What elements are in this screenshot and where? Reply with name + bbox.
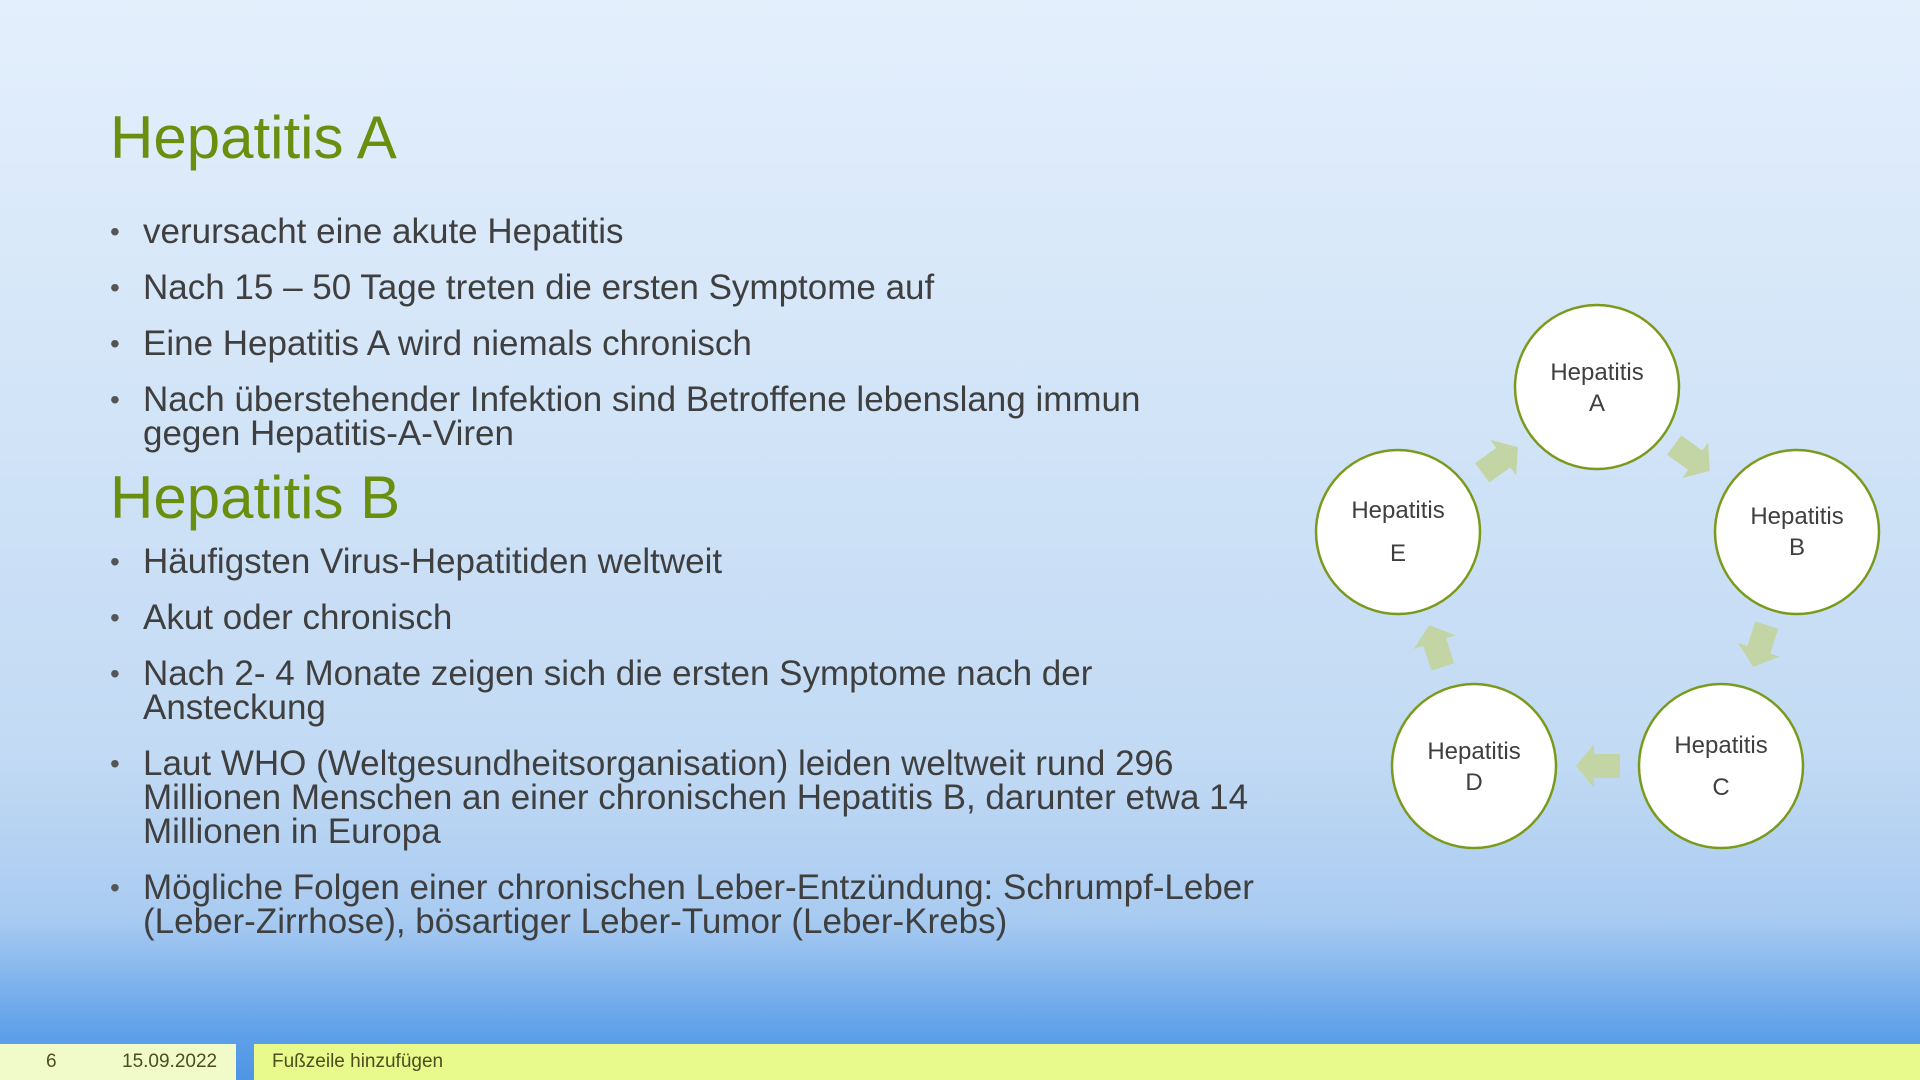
section-title-hepatitis-a: Hepatitis A [110,104,397,171]
node-hepatitis-e [1316,450,1480,614]
bullet-item: • Nach 15 – 50 Tage treten die ersten Symptome auf [110,271,1280,305]
node-label: B [1788,534,1806,561]
section-title-hepatitis-b: Hepatitis B [110,464,401,531]
arrow-icon [1661,427,1722,488]
bullet-item: • Akut oder chronisch [110,601,1280,635]
node-label: C [1712,774,1730,801]
node-hepatitis-a [1515,305,1679,469]
bullet-item: • Nach überstehender Infektion sind Betroffene lebenslang immun gegen Hepatitis-A-Viren [110,383,1163,451]
arrow-icon [1469,429,1530,490]
node-label: E [1389,540,1407,567]
node-label: Hepatitis [1674,732,1768,759]
footer-left-block [0,1044,236,1080]
bullet-item: • Mögliche Folgen einer chronischen Leber-Entzündung: Schrumpf-Leber (Leber-Zirrhose), bösartiger Leber-Tumor (Leber-Krebs) [110,871,1283,939]
slide-footer [0,1044,1920,1080]
node-label: Hepatitis [1427,738,1521,765]
node-label: A [1588,390,1606,417]
node-hepatitis-d [1392,684,1556,848]
arrow-icon [1408,618,1463,673]
node-hepatitis-c [1639,684,1803,848]
bullet-item: • Häufigsten Virus-Hepatitiden weltweit [110,545,1280,579]
footer-date: 15.09.2022 [122,1051,218,1072]
arrow-icon [1732,618,1787,673]
bullet-item: • Nach 2- 4 Monate zeigen sich die ersten Symptome nach der Ansteckung [110,657,1143,725]
node-label: Hepatitis [1550,359,1644,386]
bullet-item: • Eine Hepatitis A wird niemals chronisch [110,327,1280,361]
node-label: D [1465,769,1483,796]
node-label: Hepatitis [1750,503,1844,530]
node-hepatitis-b [1715,450,1879,614]
node-label: Hepatitis [1351,497,1445,524]
footer-text[interactable]: Fußzeile hinzufügen [272,1051,444,1072]
arrow-icon [1576,744,1620,788]
bullet-item: • verursacht eine akute Hepatitis [110,215,1280,249]
footer-right-block [254,1044,1920,1080]
slide-number: 6 [46,1051,57,1072]
bullet-item: • Laut WHO (Weltgesundheitsorganisation) leiden weltweit rund 296 Millionen Menschen an einer chronischen Hepatitis B, darunter etwa 14 Millionen in Europa [110,747,1283,849]
